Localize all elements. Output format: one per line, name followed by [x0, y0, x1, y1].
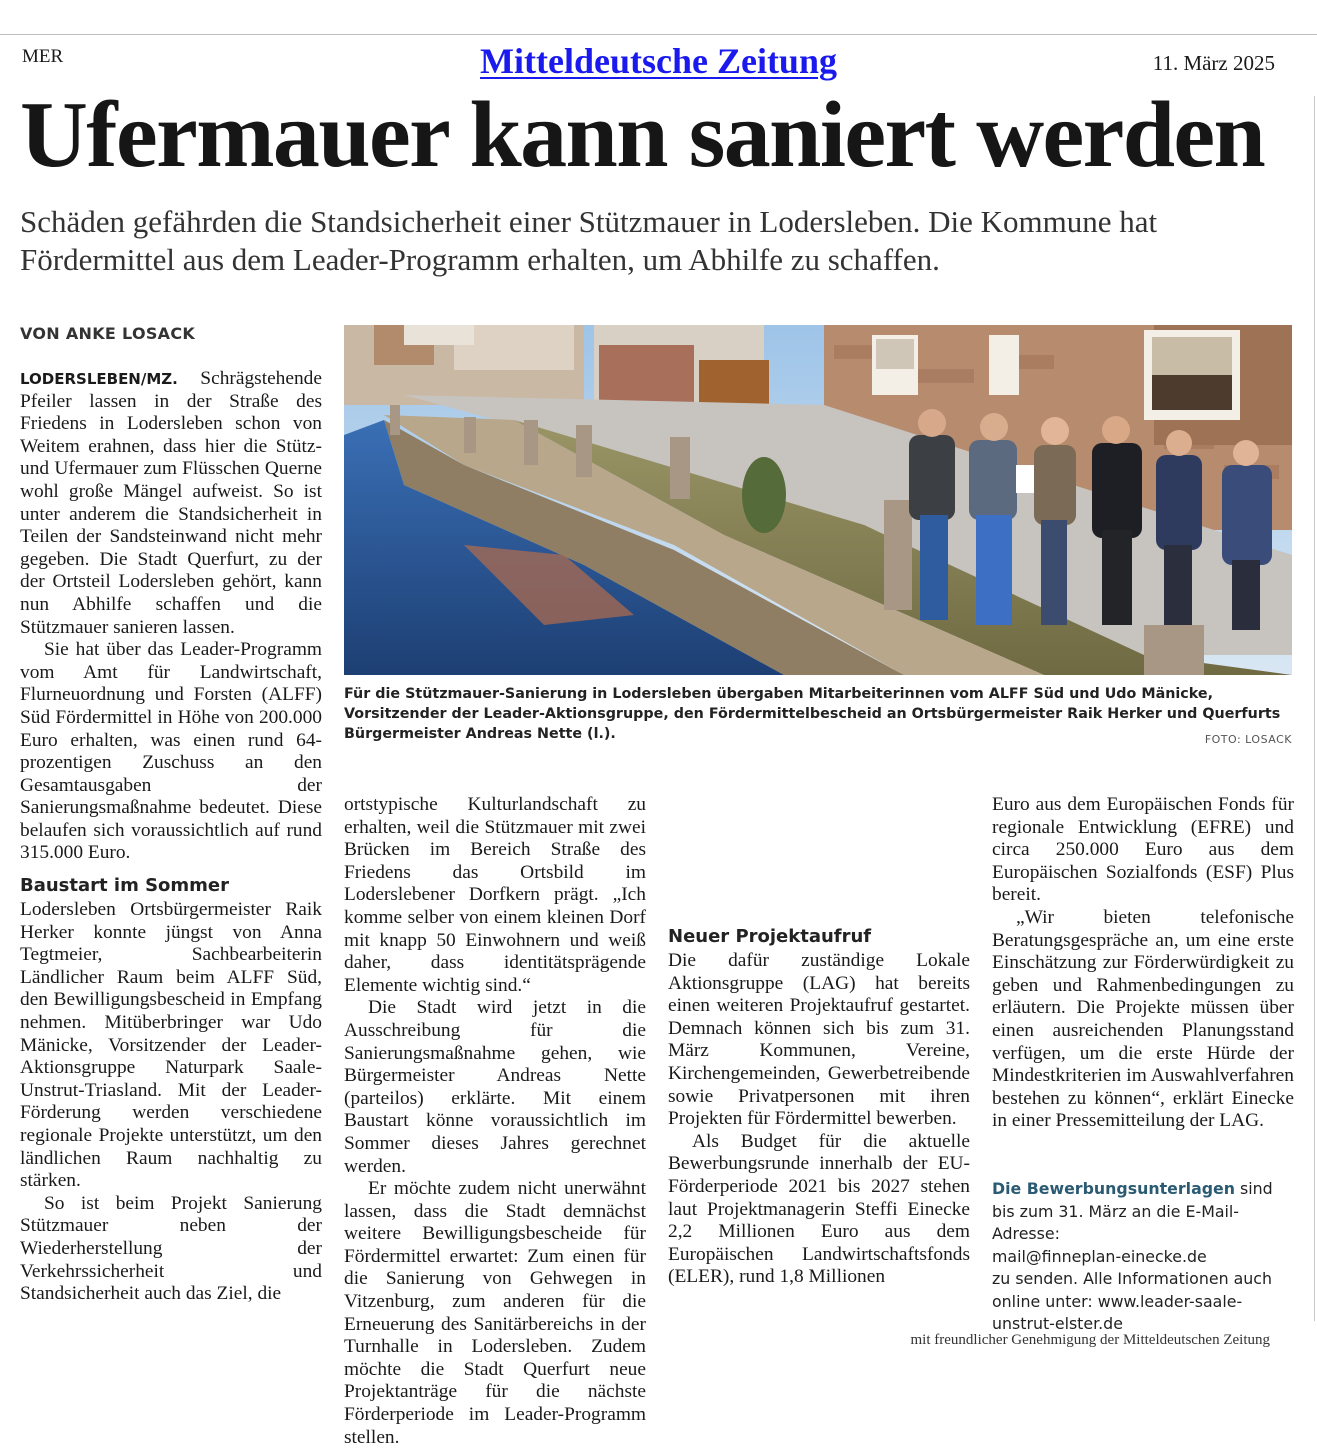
article-column-2	[344, 794, 646, 1449]
issue-date: 11. März 2025	[1152, 51, 1275, 75]
article-headline: Ufermauer kann saniert werden	[20, 83, 1265, 187]
paragraph-7: Er möchte zudem nicht unerwähnt lassen, dass die Stadt demnächst weitere Bewilligungsbescheide für Fördermittel erwartet: Zum einen für die Sanierung von Gehwegen in Vitzenburg, zum anderen für die Erneuerung des Sanitärbereichs in der Turnhalle in Lodersleben. Zudem möchte die Stadt Querfurt neue Projektanträge für die nächste Förderperiode im Leader-Programm stellen.	[344, 1178, 646, 1448]
info-box	[992, 1178, 1292, 1336]
article-photo	[344, 325, 1292, 675]
article-lead: Schäden gefährden die Standsicherheit einer Stützmauer in Lodersleben. Die Kommune hat Fördermittel aus dem Leader-Programm erhalten, um Abhilfe zu schaffen.	[20, 204, 1158, 277]
paragraph-9: Als Budget für die aktuelle Bewerbungsrunde innerhalb der EU-Förderperiode 2021 bis 2027 stehen laut Projektmanagerin Steffi Einecke 2,2 Millionen Euro aus dem Europäischen Landwirtschaftsfonds (ELER), rund 1,8 Millionen	[668, 1130, 970, 1288]
dateline: LODERSLEBEN/MZ.	[20, 370, 178, 388]
info-highlight: Die Bewerbungsunterlagen	[992, 1179, 1235, 1198]
paragraph-2: Sie hat über das Leader-Programm vom Amt für Landwirtschaft, Flurneuordnung und Forsten (ALFF) Süd Fördermittel in Höhe von 200.000 Euro erhalten, was einen rund 64-prozentigen Zuschuss an den Gesamtausgaben der Sanierungsmaßnahme bedeutet. Diese belaufen sich voraussichtlich auf rund 315.000 Euro.	[20, 639, 322, 864]
paragraph-1: LODERSLEBEN/MZ. Schrägstehende Pfeiler lassen in der Straße des Friedens in Lodersleben schon von Weitem erahnen, dass hier die Stütz- und Ufermauer zum Flüsschen Querne wohl große Mängel aufweist. So ist unter anderem die Standsicherheit in Teilen der Sandsteinwand nicht mehr gegeben. Die Stadt Querfurt, zu der der Ortsteil Lodersleben gehört, kann nun Abhilfe schaffen und die Stützmauer sanieren lassen.	[20, 368, 322, 638]
info-text-1: sind bis zum 31. März an die E-Mail-Adresse:	[992, 1179, 1273, 1243]
paragraph-6: Die Stadt wird jetzt in die Ausschreibung für die Sanierungsmaßnahme gehen, wie Bürgermeister Andreas Nette (parteilos) erklärte. Mit einem Baustart könne voraussichtlich im Sommer dieses Jahres gerechnet werden.	[344, 997, 646, 1177]
info-text-2: zu senden. Alle Informationen auch online unter: www.leader-saale-unstrut-elster.de	[992, 1269, 1272, 1333]
paragraph-11: „Wir bieten telefonische Beratungsgespräche an, um eine erste Einschätzung zur Förderwürdigkeit zu geben und Rahmenbedingungen zu erläutern. Die Projekte müssen über einen ausreichenden Planungsstand verfügen, um die erste Hürde der Mindestkriterien im Auswahlverfahren bestehen zu können“, erklärt Einecke in einer Pressemitteilung der LAG.	[992, 906, 1294, 1132]
photo-caption: Für die Stützmauer-Sanierung in Lodersleben übergaben Mitarbeiterinnen vom ALFF Süd und Udo Mänicke, Vorsitzender der Leader-Aktionsgruppe, den Fördermittelbescheid an Ortsbürgermeister Raik Herker und Querfurts Bürgermeister Andreas Nette (l.).	[344, 686, 1281, 742]
newspaper-name-link[interactable]: Mitteldeutsche Zeitung	[480, 41, 837, 81]
subhead-projektaufruf: Neuer Projektaufruf	[668, 926, 872, 947]
subhead-baustart: Baustart im Sommer	[20, 875, 230, 897]
permission-notice: mit freundlicher Genehmigung der Mitteldeutschen Zeitung	[910, 1332, 1270, 1348]
byline: VON ANKE LOSACK	[20, 324, 196, 343]
photo-illustration	[344, 325, 1292, 675]
article-column-4	[992, 794, 1294, 1133]
paragraph-5: ortstypische Kulturlandschaft zu erhalten, weil die Stützmauer mit zwei Brücken im Bereich Straße des Friedens das Ortsbild im Loderslebener Dorfkern prägt. „Ich komme selber von einem kleinen Dorf mit knapp 50 Einwohnern und weiß daher, dass identitätsprägende Elemente wichtig sind.“	[344, 794, 646, 996]
paragraph-8: Die dafür zuständige Lokale Aktionsgruppe (LAG) hat bereits einen weiteren Projektaufruf gestartet. Demnach können sich bis zum 31. März Kommunen, Vereine, Kirchengemeinden, Gewerbetreibende sowie Privatpersonen mit ihren Projekten für Fördermittel bewerben.	[668, 950, 970, 1130]
edition-label: MER	[22, 46, 64, 67]
top-rule	[0, 34, 1317, 35]
right-rule	[1314, 96, 1315, 1321]
info-email-link[interactable]: mail@finneplan-einecke.de	[992, 1246, 1207, 1266]
paragraph-10: Euro aus dem Europäischen Fonds für regionale Entwicklung (EFRE) und circa 250.000 Euro aus dem Europäischen Sozialfonds (ESF) Plus bereit.	[992, 794, 1294, 906]
paragraph-3: Lodersleben Ortsbürgermeister Raik Herker konnte jüngst von Anna Tegtmeier, Sachbearbeiterin Ländlicher Raum beim ALFF Süd, den Bewilligungsbescheid in Empfang nehmen. Mitüberbringer war Udo Mänicke, Vorsitzender der Leader-Aktionsgruppe Naturpark Saale-Unstrut-Triasland. Mit der Leader-Förderung werden verschiedene regionale Projekte unterstützt, um den ländlichen Raum nachhaltig zu stärken.	[20, 899, 322, 1192]
paragraph-4: So ist beim Projekt Sanierung Stützmauer neben der Wiederherstellung der Verkehrssicherheit und Standsicherheit auch das Ziel, die	[20, 1192, 322, 1305]
article-column-3	[668, 794, 970, 1289]
article-column-1	[20, 368, 322, 1306]
photo-credit: FOTO: LOSACK	[1204, 733, 1292, 746]
